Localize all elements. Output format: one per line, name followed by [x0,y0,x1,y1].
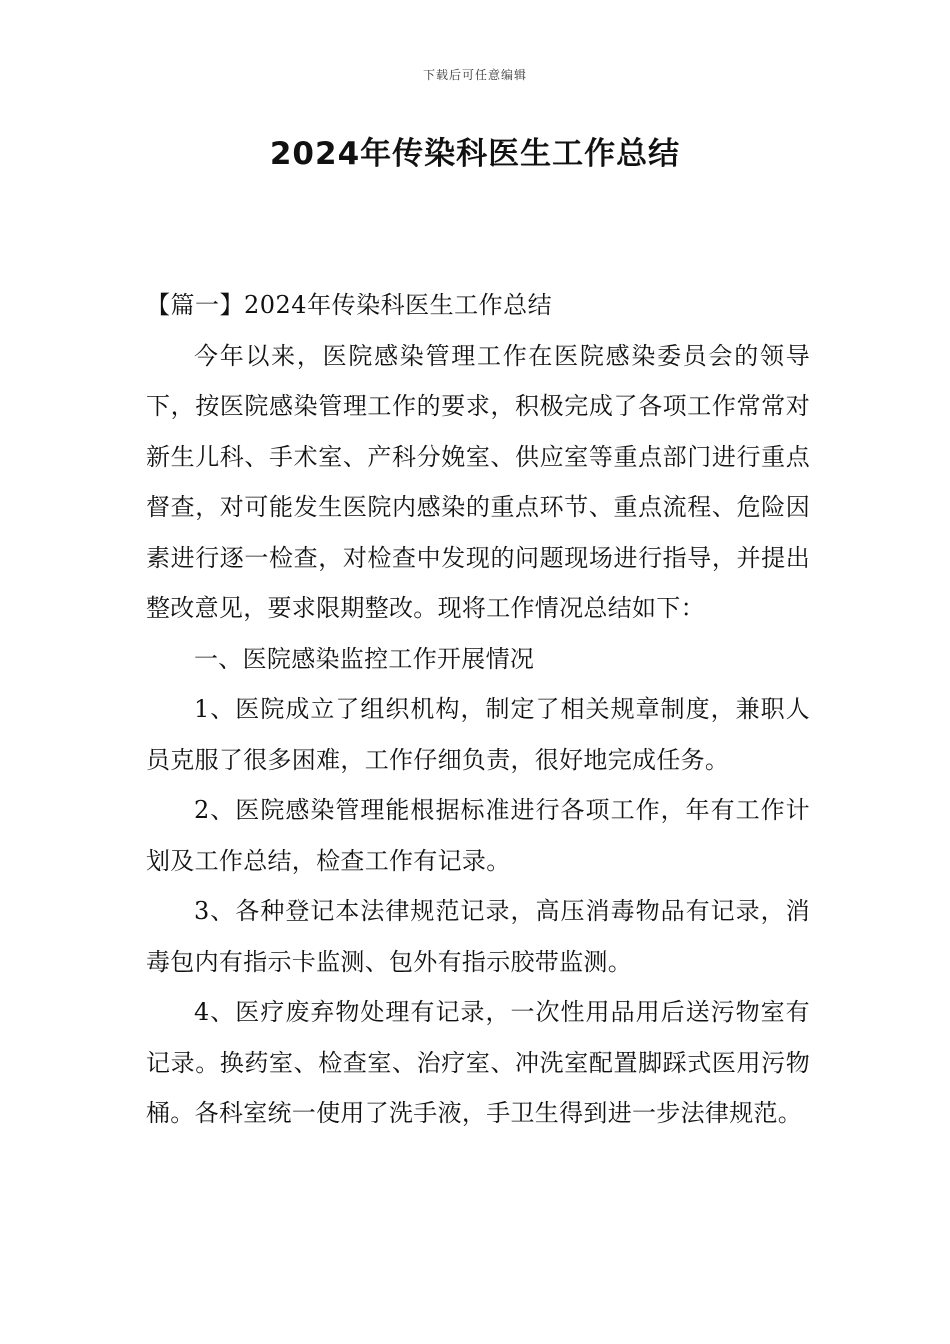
paragraph-item-1: 1、医院成立了组织机构，制定了相关规章制度，兼职人员克服了很多困难，工作仔细负责，很好地完成任务。 [146,695,810,774]
paragraph-subheading: 一、医院感染监控工作开展情况 [194,644,535,673]
document-body [146,280,810,1139]
paragraph-item-4: 4、医疗废弃物处理有记录，一次性用品用后送污物室有记录。换药室、检查室、治疗室、冲洗室配置脚踩式医用污物桶。各科室统一使用了洗手液，手卫生得到进一步法律规范。 [146,998,810,1127]
section-heading: 【篇一】2024年传染科医生工作总结 [146,291,553,319]
document-title: 2024年传染科医生工作总结 [269,136,681,172]
paragraph-item-2: 2、医院感染管理能根据标准进行各项工作，年有工作计划及工作总结，检查工作有记录。 [146,796,810,875]
paragraph-intro: 今年以来，医院感染管理工作在医院感染委员会的领导下，按医院感染管理工作的要求，积极完成了各项工作常常对新生儿科、手术室、产科分娩室、供应室等重点部门进行重点督查，对可能发生医院内感染的重点环节、重点流程、危险因素进行逐一检查，对检查中发现的问题现场进行指导，并提出整改意见，要求限期整改。现将工作情况总结如下： [146,341,810,622]
header-note: 下载后可任意编辑 [422,68,527,82]
paragraph-item-3: 3、各种登记本法律规范记录，高压消毒物品有记录，消毒包内有指示卡监测、包外有指示胶带监测。 [146,897,810,976]
